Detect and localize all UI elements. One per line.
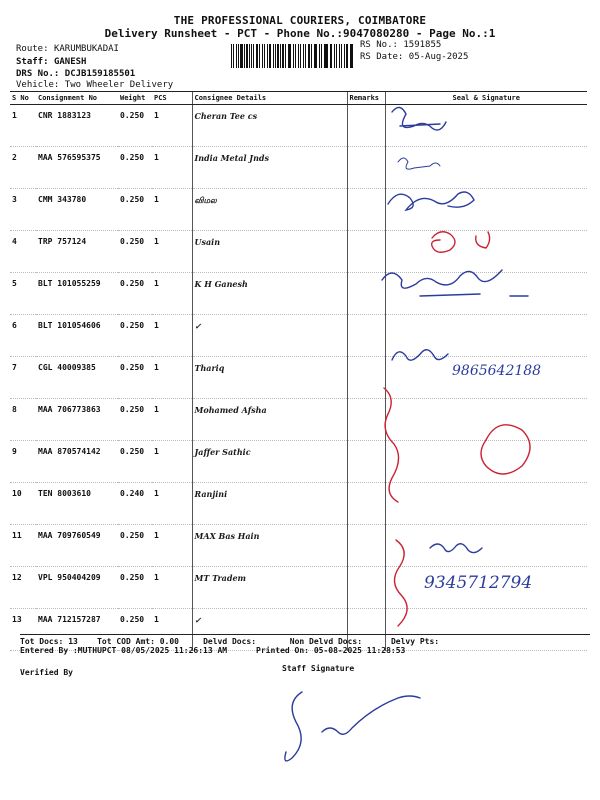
barcode-bar <box>305 44 306 68</box>
rs-date-label: RS Date: <box>360 52 404 62</box>
col-header-weight: Weight <box>118 92 152 105</box>
cell-sno: 8 <box>10 399 36 441</box>
cell-pcs: 1 <box>152 525 192 567</box>
runsheet-subtitle: Delivery Runsheet - PCT - Phone No.:9047080280 - Page No.:1 <box>104 27 496 40</box>
route-value: KARUMBUKADAI <box>53 44 119 54</box>
entered-by-value: MUTHUPCT 08/05/2025 11:26:13 AM <box>77 646 228 655</box>
barcode-bar <box>334 44 335 68</box>
barcode-bar <box>314 44 315 68</box>
table-row <box>10 441 587 483</box>
barcode-bar <box>319 44 320 68</box>
staff-label: Staff: <box>16 57 49 67</box>
staff-value: GANESH <box>53 57 87 67</box>
vehicle-line <box>16 80 173 91</box>
col-header-pcs: PCS <box>152 92 192 105</box>
tot-cod-value: 0.00 <box>159 637 179 646</box>
cell-pcs: 1 <box>152 609 192 651</box>
cell-remarks <box>347 441 385 483</box>
cell-consignee: Thariq <box>192 357 347 399</box>
barcode-bar <box>293 44 294 68</box>
rs-no-label: RS No.: <box>360 40 398 50</box>
barcode-bar <box>238 44 239 68</box>
col-header-signature: Seal & Signature <box>385 92 587 105</box>
barcode-bar <box>351 44 352 68</box>
cell-consignee: ✓ <box>192 609 347 651</box>
cell-consignment: CMM 343780 <box>36 189 118 231</box>
barcode-bar <box>324 44 325 68</box>
cell-consignee: ✓ <box>192 315 347 357</box>
table-row <box>10 147 587 189</box>
route-label: Route: <box>16 44 49 54</box>
cell-consignee: விமல <box>192 189 347 231</box>
cell-remarks <box>347 189 385 231</box>
cell-remarks <box>347 105 385 147</box>
barcode-bar <box>269 44 271 68</box>
col-header-consignment: Consignment No <box>36 92 118 105</box>
cell-sno: 13 <box>10 609 36 651</box>
cell-consignment: TRP 757124 <box>36 231 118 273</box>
cell-remarks <box>347 483 385 525</box>
cell-consignee: MT Tradem <box>192 567 347 609</box>
cell-weight: 0.250 <box>118 441 152 483</box>
table-header-row <box>10 92 587 105</box>
barcode-bar <box>289 44 291 68</box>
cell-weight: 0.250 <box>118 231 152 273</box>
runsheet-table <box>10 91 587 651</box>
delvd-docs-label: Delvd Docs: <box>203 637 257 646</box>
barcode-bar <box>339 44 340 68</box>
cell-remarks <box>347 399 385 441</box>
barcode-bar <box>251 44 252 68</box>
cell-sno: 9 <box>10 441 36 483</box>
cell-consignment: CNR 1883123 <box>36 105 118 147</box>
barcode-bar <box>341 44 342 68</box>
barcode-bar <box>288 44 289 68</box>
cell-signature <box>385 189 587 231</box>
cell-weight: 0.250 <box>118 105 152 147</box>
barcode-bar <box>350 44 351 68</box>
staff-line <box>16 57 86 68</box>
cell-weight: 0.250 <box>118 567 152 609</box>
barcode-bar <box>331 44 332 68</box>
cell-remarks <box>347 147 385 189</box>
cell-pcs: 1 <box>152 189 192 231</box>
cell-consignee: Cheran Tee cs <box>192 105 347 147</box>
cell-consignee: Ranjini <box>192 483 347 525</box>
rs-no-value: 1591855 <box>403 40 442 50</box>
barcode-bar <box>231 44 232 68</box>
barcode <box>231 44 355 68</box>
barcode-bar <box>280 44 281 68</box>
cell-remarks <box>347 315 385 357</box>
barcode-bar <box>256 44 258 68</box>
cell-pcs: 1 <box>152 231 192 273</box>
rs-date-line <box>360 52 468 63</box>
table-row <box>10 231 587 273</box>
cell-consignee: Jaffer Sathic <box>192 441 347 483</box>
cell-consignment: MAA 576595375 <box>36 147 118 189</box>
barcode-bar <box>277 44 278 68</box>
route-line <box>16 44 119 55</box>
cell-pcs: 1 <box>152 315 192 357</box>
cell-remarks <box>347 525 385 567</box>
cell-signature <box>385 567 587 609</box>
table-row <box>10 483 587 525</box>
cell-signature <box>385 147 587 189</box>
cell-consignee: India Metal Jnds <box>192 147 347 189</box>
cell-consignment: BLT 101055259 <box>36 273 118 315</box>
tot-docs-label: Tot Docs: <box>20 637 64 646</box>
col-header-sno: S No <box>10 92 36 105</box>
cell-sno: 2 <box>10 147 36 189</box>
table-row <box>10 567 587 609</box>
cell-pcs: 1 <box>152 567 192 609</box>
barcode-bar <box>273 44 274 68</box>
company-title: THE PROFESSIONAL COURIERS, COIMBATORE <box>173 14 427 27</box>
barcode-bar <box>330 44 331 68</box>
cell-pcs: 1 <box>152 105 192 147</box>
barcode-bar <box>285 44 286 68</box>
barcode-bar <box>344 44 345 68</box>
cell-consignee: MAX Bas Hain <box>192 525 347 567</box>
barcode-bar <box>298 44 299 68</box>
cell-sno: 1 <box>10 105 36 147</box>
cell-pcs: 1 <box>152 399 192 441</box>
cell-signature <box>385 273 587 315</box>
cell-signature <box>385 231 587 273</box>
table-row <box>10 189 587 231</box>
cell-weight: 0.250 <box>118 315 152 357</box>
barcode-bar <box>325 44 327 68</box>
cell-sno: 10 <box>10 483 36 525</box>
barcode-bar <box>262 44 263 68</box>
cell-weight: 0.250 <box>118 273 152 315</box>
barcode-bar <box>282 44 283 68</box>
cell-weight: 0.250 <box>118 525 152 567</box>
cell-remarks <box>347 567 385 609</box>
cell-signature <box>385 105 587 147</box>
cell-pcs: 1 <box>152 147 192 189</box>
barcode-bar <box>264 44 265 68</box>
cell-remarks <box>347 231 385 273</box>
rs-no-line <box>360 40 441 51</box>
table-row <box>10 357 587 399</box>
barcode-bar <box>249 44 250 68</box>
cell-weight: 0.250 <box>118 399 152 441</box>
printed-on-label: Printed On: <box>256 646 309 655</box>
col-header-consignee: Consignee Details <box>192 92 347 105</box>
tot-docs-value: 13 <box>68 637 78 646</box>
handwritten-phone-row7: 9865642188 <box>452 363 542 379</box>
cell-consignment: CGL 40009385 <box>36 357 118 399</box>
vehicle-label: Vehicle: <box>16 80 60 90</box>
printed-on-value: 05-08-2025 11:28:53 <box>313 646 406 655</box>
barcode-bar <box>346 44 348 68</box>
table-row <box>10 273 587 315</box>
cell-consignment: MAA 706773863 <box>36 399 118 441</box>
rs-date-value: 05-Aug-2025 <box>408 52 469 62</box>
cell-weight: 0.250 <box>118 609 152 651</box>
cell-pcs: 1 <box>152 483 192 525</box>
entered-by-label: Entered By : <box>20 646 78 655</box>
cell-sno: 11 <box>10 525 36 567</box>
table-row <box>10 525 587 567</box>
cell-weight: 0.250 <box>118 189 152 231</box>
verified-by-label: Verified By <box>20 668 73 677</box>
cell-pcs: 1 <box>152 357 192 399</box>
barcode-bar <box>321 44 322 68</box>
cell-consignment: TEN 8003610 <box>36 483 118 525</box>
cell-sno: 6 <box>10 315 36 357</box>
entered-line <box>20 646 405 656</box>
cell-pcs: 1 <box>152 273 192 315</box>
cell-signature <box>385 399 587 441</box>
handwritten-phone-row12: 9345712794 <box>424 573 533 593</box>
table-row <box>10 399 587 441</box>
barcode-bar <box>253 44 254 68</box>
cell-signature <box>385 483 587 525</box>
table-row <box>10 315 587 357</box>
cell-consignee: Mohamed Afsha <box>192 399 347 441</box>
vehicle-value: Two Wheeler Delivery <box>64 80 174 90</box>
barcode-bar <box>259 44 260 68</box>
cell-weight: 0.240 <box>118 483 152 525</box>
drs-line <box>16 69 135 80</box>
barcode-bar <box>246 44 247 68</box>
cell-consignment: MAA 709760549 <box>36 525 118 567</box>
cell-sno: 7 <box>10 357 36 399</box>
cell-consignment: VPL 950404209 <box>36 567 118 609</box>
cell-consignment: MAA 870574142 <box>36 441 118 483</box>
barcode-bar <box>336 44 337 68</box>
staff-signature-ink <box>285 692 420 761</box>
tot-cod-label: Tot COD Amt: <box>97 637 155 646</box>
cell-signature <box>385 357 587 399</box>
cell-signature <box>385 315 587 357</box>
cell-weight: 0.250 <box>118 357 152 399</box>
barcode-bar <box>233 44 234 68</box>
cell-weight: 0.250 <box>118 147 152 189</box>
barcode-bar <box>240 44 242 68</box>
cell-consignment: MAA 712157287 <box>36 609 118 651</box>
cell-remarks <box>347 273 385 315</box>
cell-sno: 12 <box>10 567 36 609</box>
cell-consignee: Usain <box>192 231 347 273</box>
staff-signature-label: Staff Signature <box>282 664 355 673</box>
barcode-bar <box>244 44 245 68</box>
barcode-bar <box>311 44 312 68</box>
delvy-pts-label: Delvy Pts: <box>390 637 440 646</box>
cell-sno: 5 <box>10 273 36 315</box>
barcode-bar <box>303 44 304 68</box>
drs-value: DCJB159185501 <box>64 69 136 79</box>
non-delvd-docs-label: Non Delvd Docs: <box>289 637 363 646</box>
barcode-bar <box>267 44 268 68</box>
barcode-bar <box>315 44 316 68</box>
barcode-bar <box>295 44 296 68</box>
cell-pcs: 1 <box>152 441 192 483</box>
col-header-remarks: Remarks <box>347 92 385 105</box>
cell-sno: 3 <box>10 189 36 231</box>
cell-remarks <box>347 357 385 399</box>
cell-signature <box>385 525 587 567</box>
barcode-bar <box>236 44 237 68</box>
cell-signature <box>385 441 587 483</box>
table-row <box>10 105 587 147</box>
drs-label: DRS No.: <box>16 69 60 79</box>
cell-consignee: K H Ganesh <box>192 273 347 315</box>
barcode-bar <box>275 44 276 68</box>
cell-sno: 4 <box>10 231 36 273</box>
cell-consignment: BLT 101054606 <box>36 315 118 357</box>
barcode-bar <box>308 44 310 68</box>
barcode-bar <box>300 44 301 68</box>
